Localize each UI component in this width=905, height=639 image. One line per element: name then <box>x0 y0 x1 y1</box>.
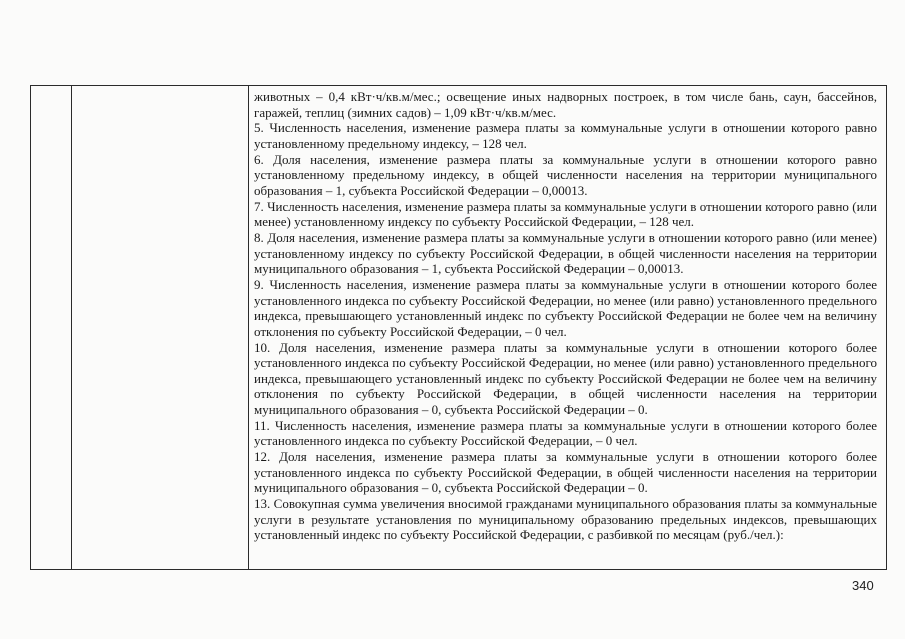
paragraph: 5. Численность населения, изменение размера платы за коммунальные услуги в отношении которого равно установленному предельному индексу, – 128 чел. <box>254 120 877 151</box>
column-divider <box>71 86 72 569</box>
paragraph: 10. Доля населения, изменение размера платы за коммунальные услуги в отношении которого более установленного индекса по субъекту Российской Федерации, но менее (или равно) установленного предельного индекса, превышающего установленный индекс по субъекту Российской Федерации не более чем на величину отклонения по субъекту Российской Федерации, в общей численности населения на территории муниципального образования – 0, субъекта Российской Федерации – 0. <box>254 339 877 418</box>
column-divider <box>248 86 249 569</box>
paragraph: 8. Доля населения, изменение размера платы за коммунальные услуги в отношении которого равно (или менее) установленному индексу по субъекту Российской Федерации, в общей численности населения на территории муниципального образования – 1, субъекта Российской Федерации – 0,00013. <box>254 229 877 277</box>
paragraph: 7. Численность населения, изменение размера платы за коммунальные услуги в отношении которого равно (или менее) установленному индексу по субъекту Российской Федерации, – 128 чел. <box>254 198 877 230</box>
document-table <box>30 85 887 570</box>
text-cell <box>254 89 877 569</box>
page-number: 340 <box>852 578 874 593</box>
paragraph: 11. Численность населения, изменение размера платы за коммунальные услуги в отношении которого более установленного индекса по субъекту Российской Федерации, – 0 чел. <box>254 417 877 449</box>
paragraph: 12. Доля населения, изменение размера платы за коммунальные услуги в отношении которого более установленного индекса по субъекту Российской Федерации, в общей численности населения на территории муниципального образования – 0, субъекта Российской Федерации – 0. <box>254 449 877 496</box>
paragraph: 13. Совокупная сумма увеличения вносимой гражданами муниципального образования платы за коммунальные услуги в результате установления по муниципальному образованию предельных индексов, превышающих установленный индекс по субъекту Российской Федерации, с разбивкой по месяцам (руб./чел.): <box>254 496 877 543</box>
paragraph: животных – 0,4 кВт·ч/кв.м/мес.; освещение иных надворных построек, в том числе бань, саун, бассейнов, гаражей, теплиц (зимних садов) – 1,09 кВт·ч/кв.м/мес. <box>254 89 877 120</box>
paragraph: 6. Доля населения, изменение размера платы за коммунальные услуги в отношении которого равно установленному предельному индексу, в общей численности населения на территории муниципального образования – 1, субъекта Российской Федерации – 0,00013. <box>254 151 877 198</box>
paragraph: 9. Численность населения, изменение размера платы за коммунальные услуги в отношении которого более установленного индекса по субъекту Российской Федерации, но менее (или равно) установленного предельного индекса, превышающего установленный индекс по субъекту Российской Федерации не более чем на величину отклонения по субъекту Российской Федерации, – 0 чел. <box>254 276 877 339</box>
